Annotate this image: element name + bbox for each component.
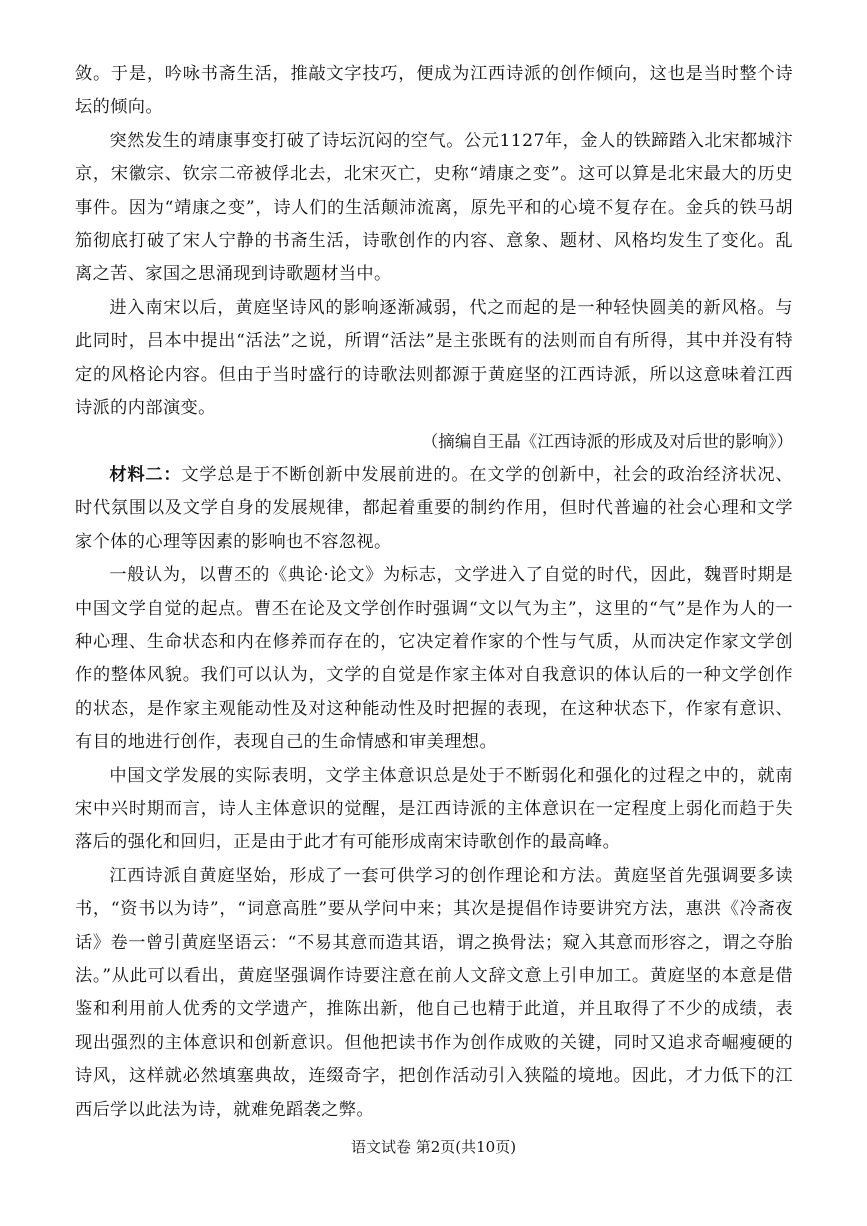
- source-citation: （摘编自王晶《江西诗派的形成及对后世的影响》）: [421, 432, 793, 452]
- paragraph-continued: 敛。于是，吟咏书斋生活，推敲文字技巧，便成为江西诗派的创作倾向，这也是当时整个诗坛的倾向。: [75, 64, 793, 118]
- paragraph-jiangxi-school: 江西诗派自黄庭坚始，形成了一套可供学习的创作理论和方法。黄庭坚首先强调要多读书，“资书以为诗”，“词意高胜”要从学问中来；其次是提倡作诗要讲究方法，惠洪《冷斋夜话》卷一曾引黄庭坚语云：“不易其意而造其语，谓之换骨法；窥入其意而形容之，谓之夺胎法。”从此可以看出，黄庭坚强调作诗要注意在前人文辞文意上引申加工。黄庭坚的本意是借鉴和利用前人优秀的文学遗产，推陈出新，他自己也精于此道，并且取得了不少的成绩，表现出强烈的主体意识和创新意识。但他把读书作为创作成败的关键，同时又追求奇崛瘦硬的诗风，这样就必然填塞典故，连缀奇字，把创作活动引入狭隘的境地。因此，才力低下的江西后学以此法为诗，就难免蹈袭之弊。: [75, 865, 793, 1120]
- paragraph-cao-pi: 一般认为，以曹丕的《典论·论文》为标志，文学进入了自觉的时代，因此，魏晋时期是中国文学自觉的起点。曹丕在论及文学创作时强调“文以气为主”，这里的“气”是作为人的一种心理、生命状态和内在修养而存在的，它决定着作家的个性与气质，从而决定作家文学创作的整体风貌。我们可以认为，文学的自觉是作家主体对自我意识的体认后的一种文学创作的状态，是作家主观能动性及对这种能动性及时把握的表现，在这种状态下，作家有意识、有目的地进行创作，表现自己的生命情感和审美理想。: [75, 565, 793, 753]
- page-footer: 语文试卷 第2页(共10页): [350, 1138, 517, 1156]
- reading-passage: [75, 58, 793, 1127]
- paragraph-material-two: [75, 459, 793, 559]
- paragraph-southern-song: 进入南宋以后，黄庭坚诗风的影响逐渐减弱，代之而起的是一种轻快圆美的新风格。与此同时，吕本中提出“活法”之说，所谓“活法”是主张既有的法则而自有所得，其中并没有特定的风格论内容。但由于当时盛行的诗歌法则都源于黄庭坚的江西诗派，所以这意味着江西诗派的内部演变。: [75, 297, 793, 419]
- material-two-label: 材料二：: [109, 464, 182, 485]
- paragraph-jingkang: 突然发生的靖康事变打破了诗坛沉闷的空气。公元1127年，金人的铁蹄踏入北宋都城汴京，宋徽宗、钦宗二帝被俘北去，北宋灭亡，史称“靖康之变”。这可以算是北宋最大的历史事件。因为“靖康之变”，诗人们的生活颠沛流离，原先平和的心境不复存在。金兵的铁马胡笳彻底打破了宋人宁静的书斋生活，诗歌创作的内容、意象、题材、风格均发生了变化。乱离之苦、家国之思涌现到诗歌题材当中。: [75, 130, 793, 285]
- material-two-text: 文学总是于不断创新中发展前进的。在文学的创新中，社会的政治经济状况、时代氛围以及文学自身的发展规律，都起着重要的制约作用，但时代普遍的社会心理和文学家个体的心理等因素的影响也不容忽视。: [75, 464, 793, 552]
- paragraph-subject-consciousness: 中国文学发展的实际表明，文学主体意识总是处于不断弱化和强化的过程之中的，就南宋中兴时期而言，诗人主体意识的觉醒，是江西诗派的主体意识在一定程度上弱化而趋于失落后的强化和回归，正是由于此才有可能形成南宋诗歌创作的最高峰。: [75, 765, 793, 853]
